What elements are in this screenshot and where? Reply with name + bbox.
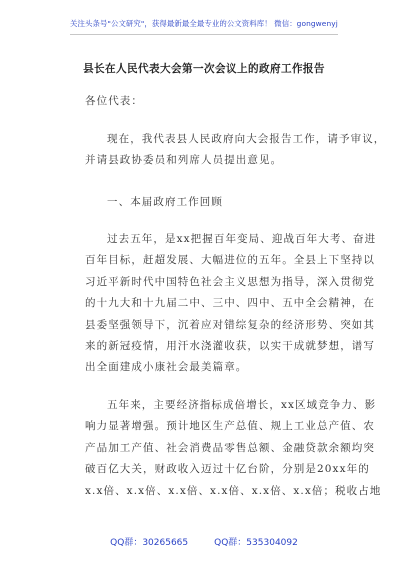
intro-line: 现在，我代表县人民政府向大会报告工作，请予审议， [107, 133, 386, 145]
para1-line: 过去五年，是xx把握百年变局、迎战百年大考、奋进 [107, 233, 377, 245]
para2-line: x.x倍、x.x倍、x.x倍、x.x倍、x.x倍、x.x倍；税收占地 [85, 484, 382, 497]
intro-paragraph [85, 129, 386, 172]
para1-line: 来的新冠疫情，用汗水浇灌收获，以实干成就梦想，谱写 [85, 340, 375, 353]
para1-line: 的十九大和十九届二中、三中、四中、五中全会精神，在 [85, 297, 375, 310]
para1-line: 习近平新时代中国特色社会主义思想为指导，深入贯彻党 [85, 275, 375, 288]
review-paragraph-2 [85, 395, 382, 502]
para2-line: 破百亿大关，财政收入迈过十亿台阶，分别是20xx年的 [85, 463, 370, 476]
review-paragraph-1 [85, 229, 377, 379]
para2-line: 产品加工产值、社会消费品零售总额、金融贷款余额均突 [85, 441, 375, 454]
header-divider [70, 34, 338, 35]
greeting-text: 各位代表： [85, 95, 143, 107]
header-promo-note: 关注头条号"公文研究"，获得最新最全最专业的公文资料库！ 微信：gongwenyj [70, 19, 338, 28]
para2-line: 五年来，主要经济指标成倍增长，xx区域竞争力、影 [107, 399, 377, 411]
para1-line: 百年目标，赶超发展、大幅进位的五年。全县上下坚持以 [85, 254, 375, 267]
greeting-paragraph [85, 91, 350, 112]
para1-line: 县委坚强领导下，沉着应对错综复杂的经济形势、突如其 [85, 318, 375, 331]
footer-contact [0, 535, 408, 548]
intro-line: 并请县政协委员和列席人员提出意见。 [85, 154, 283, 167]
footer-qq-group-1: QQ群：30265665 [110, 538, 189, 548]
footer-qq-group-2: QQ群：535304092 [214, 538, 298, 548]
section1-heading: 一、本届政府工作回顾 [107, 196, 223, 208]
document-title: 县长在人民代表大会第一次会议上的政府工作报告 [83, 63, 325, 75]
section-heading-paragraph [85, 192, 350, 213]
para1-line: 出全面建成小康社会最美篇章。 [85, 361, 248, 374]
para2-line: 响力显著增强。预计地区生产总值、规上工业总产值、农 [85, 420, 375, 433]
